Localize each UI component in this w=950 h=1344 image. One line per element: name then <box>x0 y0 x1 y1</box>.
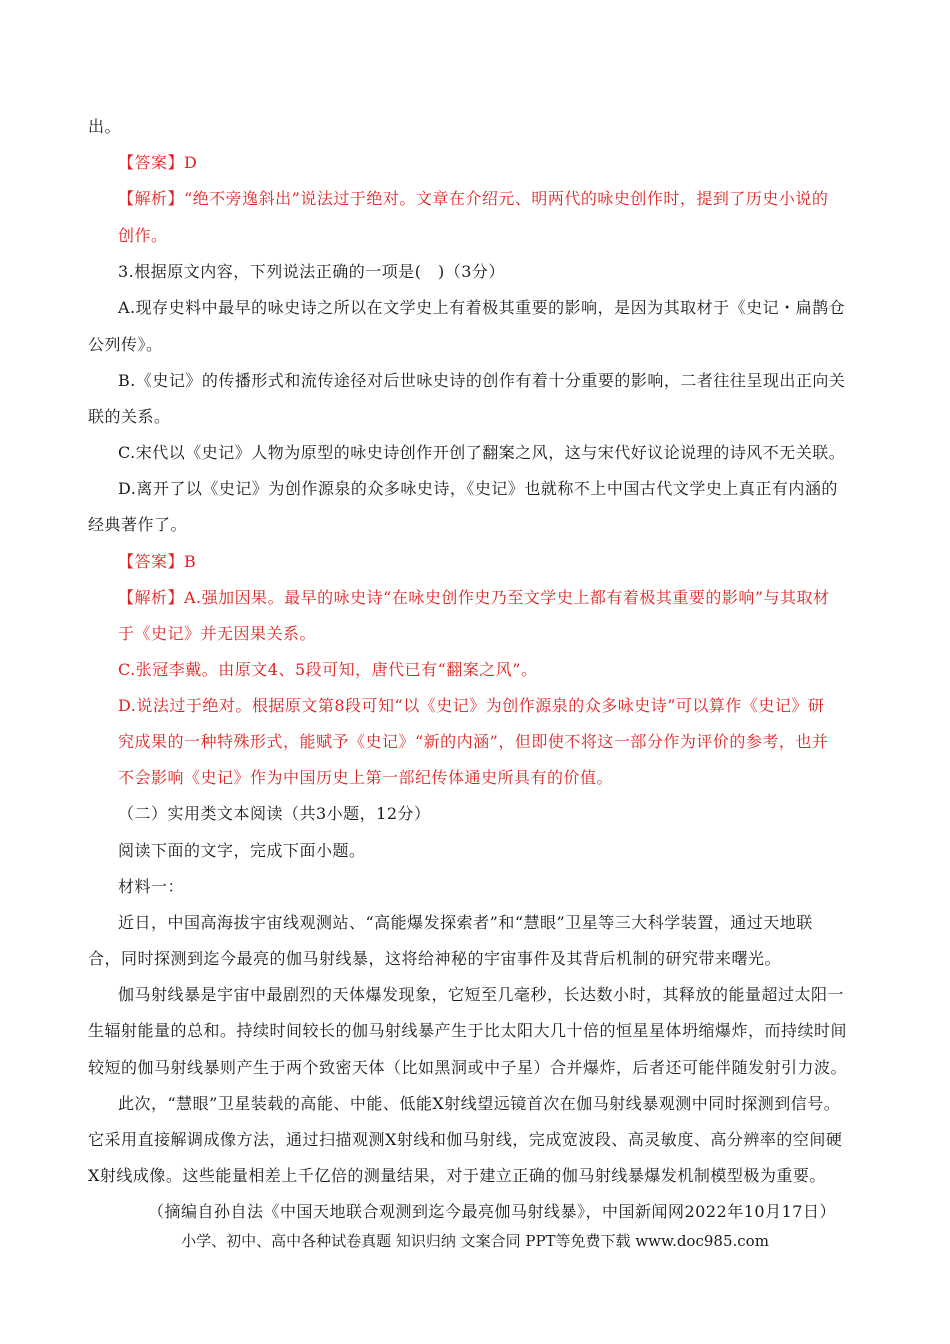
option-d: D.离开了以《史记》为创作源泉的众多咏史诗，《史记》也就称不上中国古代文学史上真正有内涵的 <box>118 479 838 498</box>
analysis-text: 究成果的一种特殊形式，能赋予《史记》“新的内涵”，但即使不将这一部分作为评价的参考，也并 <box>118 732 829 751</box>
instruction-text: 阅读下面的文字，完成下面小题。 <box>118 841 366 860</box>
analysis-text: 【解析】A.强加因果。最早的咏史诗“在咏史创作史乃至文学史上都有着极其重要的影响”与其取材 <box>118 588 830 607</box>
analysis-text: C.张冠李戴。由原文4、5段可知，唐代已有“翻案之风”。 <box>118 660 538 679</box>
text-line: 出。 <box>88 117 122 136</box>
option-b: B.《史记》的传播形式和流传途径对后世咏史诗的创作有着十分重要的影响，二者往往呈现出正向关 <box>118 371 846 390</box>
option-a-cont: 公列传》。 <box>88 335 163 354</box>
paragraph-line: 伽马射线暴是宇宙中最剧烈的天体爆发现象，它短至几毫秒，长达数小时，其释放的能量超过太阳一 <box>118 985 845 1004</box>
page-footer: 小学、初中、高中各种试卷真题 知识归纳 文案合同 PPT等免费下载 www.doc985.com <box>181 1232 769 1250</box>
source-citation: （摘编自孙自法《中国天地联合观测到迄今最亮伽马射线暴》，中国新闻网2022年10月17日） <box>148 1202 836 1221</box>
question-stem: 3.根据原文内容，下列说法正确的一项是( )（3分） <box>118 262 505 281</box>
analysis-text: D.说法过于绝对。根据原文第8段可知“以《史记》为创作源泉的众多咏史诗”可以算作《史记》研 <box>118 696 825 715</box>
analysis-text: 于《史记》并无因果关系。 <box>118 624 317 643</box>
option-a: A.现存史料中最早的咏史诗之所以在文学史上有着极其重要的影响，是因为其取材于《史记・扁鹊仓 <box>118 298 846 317</box>
option-d-cont: 经典著作了。 <box>88 515 188 534</box>
paragraph-line: 此次，“慧眼”卫星装载的高能、中能、低能X射线望远镜首次在伽马射线暴观测中同时探测到信号。 <box>118 1094 841 1113</box>
analysis-text: 创作。 <box>118 226 168 245</box>
paragraph-line: 生辐射能量的总和。持续时间较长的伽马射线暴产生于比太阳大几十倍的恒星星体坍缩爆炸，而持续时间 <box>88 1021 848 1040</box>
material-label: 材料一： <box>118 877 185 896</box>
analysis-text: 不会影响《史记》作为中国历史上第一部纪传体通史所具有的价值。 <box>118 768 614 787</box>
paragraph-line: 合，同时探测到迄今最亮的伽马射线暴，这将给神秘的宇宙事件及其背后机制的研究带来曙光。 <box>88 949 782 968</box>
answer-label: 【答案】D <box>118 153 198 172</box>
analysis-text: 【解析】“绝不旁逸斜出”说法过于绝对。文章在介绍元、明两代的咏史创作时，提到了历史小说的 <box>118 189 829 208</box>
option-c: C.宋代以《史记》人物为原型的咏史诗创作开创了翻案之风，这与宋代好议论说理的诗风不无关联。 <box>118 443 846 462</box>
paragraph-line: 较短的伽马射线暴则产生于两个致密天体（比如黑洞或中子星）合并爆炸，后者还可能伴随发射引力波。 <box>88 1058 848 1077</box>
paragraph-line: X射线成像。这些能量相差上千亿倍的测量结果，对于建立正确的伽马射线暴爆发机制模型极为重要。 <box>88 1166 826 1185</box>
paragraph-line: 近日，中国高海拔宇宙线观测站、“高能爆发探索者”和“慧眼”卫星等三大科学装置，通过天地联 <box>118 913 813 932</box>
answer-label: 【答案】B <box>118 552 197 571</box>
option-b-cont: 联的关系。 <box>88 407 171 426</box>
section-heading: （二）实用类文本阅读（共3小题，12分） <box>118 804 431 823</box>
paragraph-line: 它采用直接解调成像方法，通过扫描观测X射线和伽马射线，完成宽波段、高灵敏度、高分辨率的空间硬 <box>88 1130 843 1149</box>
